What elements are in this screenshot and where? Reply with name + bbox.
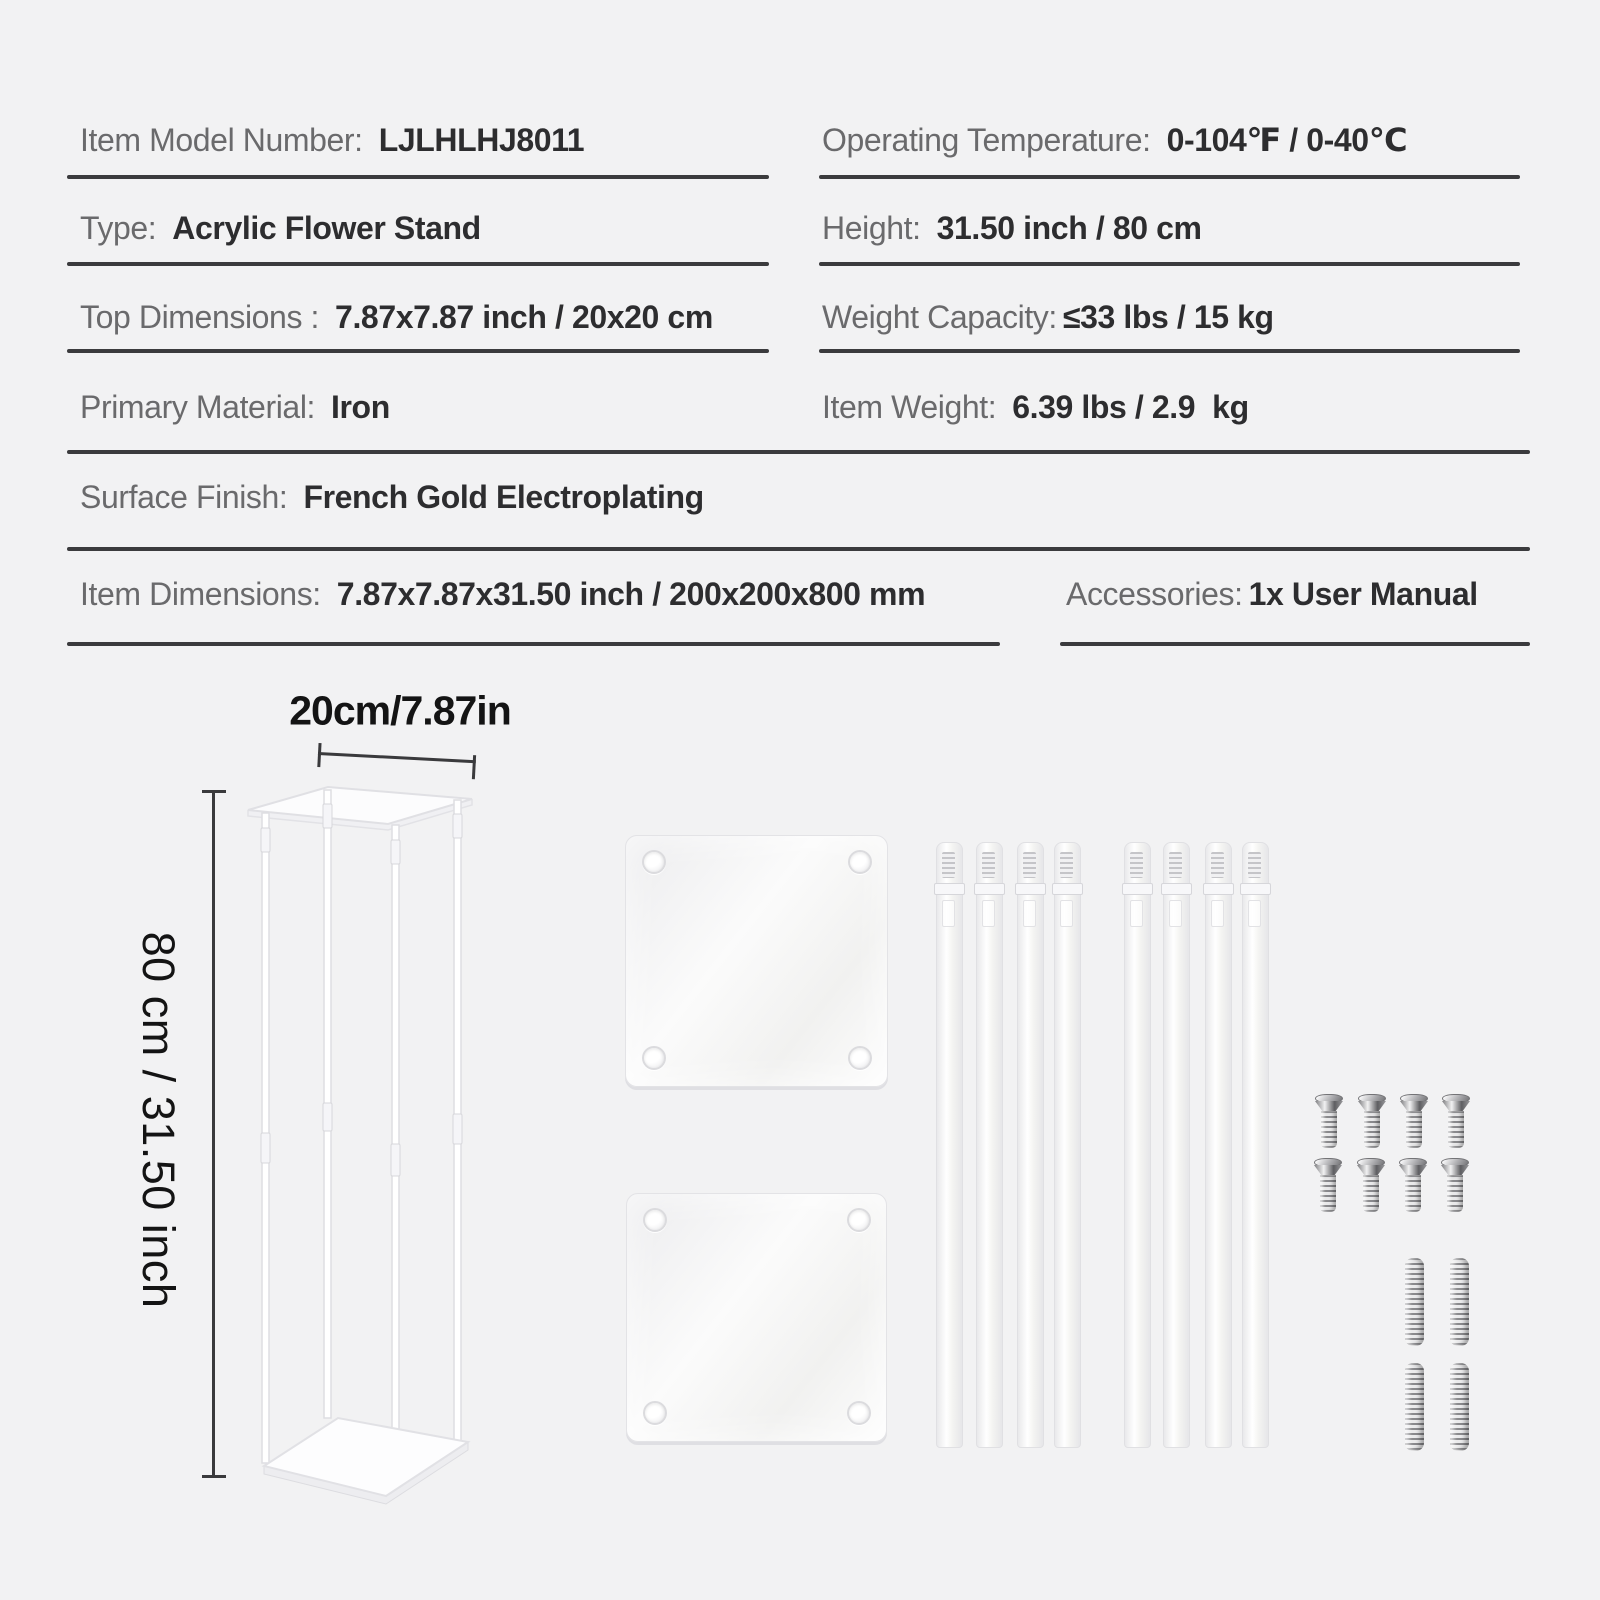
spec-value: 31.50 inch / 80 cm — [936, 210, 1202, 246]
screw-hole — [643, 1208, 667, 1232]
spec-label: Surface Finish: — [80, 479, 288, 515]
spec-row-operating-temperature — [822, 120, 1407, 160]
threaded-rod — [1405, 1363, 1424, 1451]
top-width-dimension-label: 20cm/7.87in — [289, 687, 511, 734]
spec-row-top-dimensions — [80, 297, 713, 337]
spec-value: 6.39 lbs / 2.9 kg — [1012, 389, 1249, 425]
tube-pole — [1163, 842, 1190, 1448]
spec-row-accessories — [1066, 574, 1478, 614]
spec-value: 1x User Manual — [1248, 576, 1478, 612]
thread-insert — [1211, 852, 1224, 878]
screw-hole — [642, 1046, 666, 1070]
screw-hole — [642, 850, 666, 874]
screw-hole — [848, 1046, 872, 1070]
spec-value: 0-104℉ / 0-40℃ — [1166, 122, 1408, 158]
divider — [67, 642, 1000, 646]
divider — [67, 349, 769, 353]
spec-label: Type: — [80, 210, 157, 246]
screw-shank — [1321, 1111, 1337, 1148]
screw-head — [1314, 1165, 1342, 1175]
tube-pole — [976, 842, 1003, 1448]
spec-value: 7.87x7.87x31.50 inch / 200x200x800 mm — [336, 576, 926, 612]
screw-shank — [1406, 1111, 1422, 1148]
spec-row-surface-finish — [80, 477, 704, 517]
screw-head — [1358, 1101, 1386, 1111]
screw-hole — [848, 850, 872, 874]
screw-head — [1400, 1101, 1428, 1111]
side-height-dimension-label: 80 cm / 31.50 inch — [133, 931, 184, 1309]
screw-shank — [1363, 1175, 1379, 1212]
screw — [1399, 1158, 1427, 1214]
acrylic-plate — [626, 1193, 887, 1442]
spec-row-item-weight — [822, 387, 1249, 427]
divider — [819, 262, 1520, 266]
spec-row-weight-capacity — [822, 297, 1274, 337]
screw-hole — [847, 1208, 871, 1232]
spec-value: 7.87x7.87 inch / 20x20 cm — [335, 299, 713, 335]
threaded-rod — [1450, 1363, 1469, 1451]
screw-head — [1441, 1165, 1469, 1175]
divider — [819, 175, 1520, 179]
threaded-rod — [1405, 1258, 1424, 1346]
divider — [67, 450, 1530, 454]
screw-head — [1442, 1101, 1470, 1111]
screw-head — [1399, 1165, 1427, 1175]
spec-label: Item Dimensions: — [80, 576, 321, 612]
spec-label: Item Model Number: — [80, 122, 363, 158]
spec-row-height — [822, 208, 1202, 248]
screw-head — [1357, 1165, 1385, 1175]
screw-hole — [643, 1401, 667, 1425]
screw-shank — [1448, 1111, 1464, 1148]
screw — [1314, 1158, 1342, 1214]
screw — [1315, 1094, 1343, 1150]
divider — [819, 349, 1520, 353]
acrylic-plate — [625, 835, 888, 1087]
divider — [67, 175, 769, 179]
spec-value: ≤33 lbs / 15 kg — [1062, 299, 1274, 335]
spec-label: Operating Temperature: — [822, 122, 1151, 158]
spec-value: Iron — [331, 389, 390, 425]
divider — [1060, 642, 1530, 646]
spec-label: Accessories: — [1066, 576, 1243, 612]
spec-label: Item Weight: — [822, 389, 997, 425]
spec-value: LJLHLHJ8011 — [378, 122, 585, 158]
screw-hole — [847, 1401, 871, 1425]
screw — [1358, 1094, 1386, 1150]
flower-stand-drawing — [190, 740, 510, 1530]
spec-row-type — [80, 208, 481, 248]
spec-label: Primary Material: — [80, 389, 316, 425]
tube-pole — [1124, 842, 1151, 1448]
screw-head — [1315, 1101, 1343, 1111]
thread-insert — [982, 852, 995, 878]
screw-shank — [1447, 1175, 1463, 1212]
thread-insert — [1060, 852, 1073, 878]
tube-pole — [1242, 842, 1269, 1448]
spec-value: French Gold Electroplating — [303, 479, 704, 515]
tube-pole — [1017, 842, 1044, 1448]
thread-insert — [1248, 852, 1261, 878]
thread-insert — [1023, 852, 1036, 878]
threaded-rod — [1450, 1258, 1469, 1346]
thread-insert — [942, 852, 955, 878]
spec-label: Height: — [822, 210, 921, 246]
screw — [1441, 1158, 1469, 1214]
thread-insert — [1130, 852, 1143, 878]
tube-pole — [1054, 842, 1081, 1448]
screw-shank — [1364, 1111, 1380, 1148]
divider — [67, 262, 769, 266]
spec-value: Acrylic Flower Stand — [172, 210, 481, 246]
spec-row-model — [80, 120, 584, 160]
spec-label: Top Dimensions : — [80, 299, 320, 335]
screw-shank — [1405, 1175, 1421, 1212]
spec-row-primary-material — [80, 387, 390, 427]
screw-shank — [1320, 1175, 1336, 1212]
screw — [1400, 1094, 1428, 1150]
screw — [1357, 1158, 1385, 1214]
tube-pole — [1205, 842, 1232, 1448]
spec-label: Weight Capacity: — [822, 299, 1057, 335]
spec-row-item-dimensions — [80, 574, 925, 614]
thread-insert — [1169, 852, 1182, 878]
divider — [67, 547, 1530, 551]
tube-pole — [936, 842, 963, 1448]
screw — [1442, 1094, 1470, 1150]
